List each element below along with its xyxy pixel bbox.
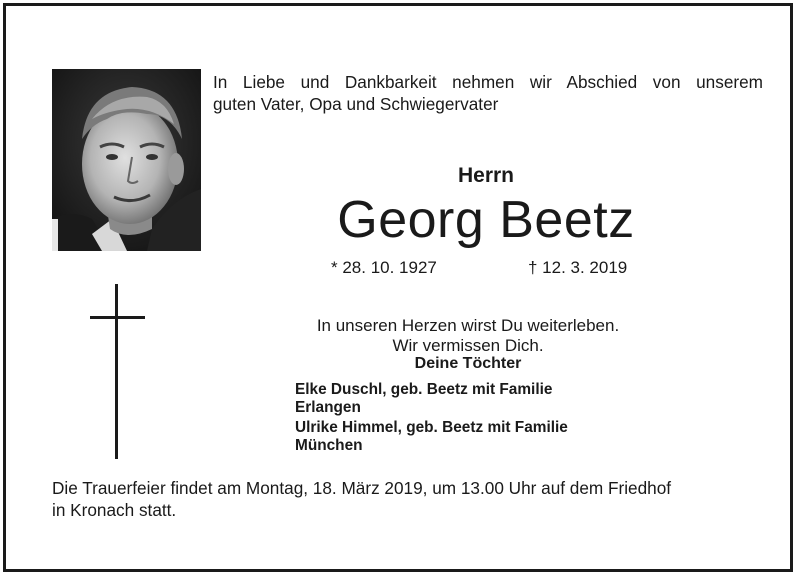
intro-line-2: guten Vater, Opa und Schwiegervater xyxy=(213,94,499,114)
signoff: Deine Töchter xyxy=(414,355,522,372)
funeral-notice xyxy=(52,477,772,521)
death-date: † 12. 3. 2019 xyxy=(528,258,628,277)
intro-line-1: In Liebe und Dankbarkeit nehmen wir Abschied von unserem xyxy=(213,72,763,92)
funeral-line-2: in Kronach statt. xyxy=(52,500,177,520)
motto xyxy=(292,316,644,356)
family-city: München xyxy=(295,437,363,454)
intro-text xyxy=(213,71,763,115)
funeral-line-1: Die Trauerfeier findet am Montag, 18. März 2019, um 13.00 Uhr auf dem Friedhof xyxy=(52,478,672,498)
family-entry xyxy=(295,419,675,455)
family-name: Elke Duschl, geb. Beetz mit Familie xyxy=(295,381,553,398)
family-entry xyxy=(295,381,675,417)
portrait-photo xyxy=(52,69,201,251)
obituary-card xyxy=(3,3,793,572)
cross-icon xyxy=(90,284,145,459)
family-city: Erlangen xyxy=(295,399,361,416)
motto-line-2: Wir vermissen Dich. xyxy=(392,336,544,355)
salutation: Herrn xyxy=(457,164,515,187)
motto-line-1: In unseren Herzen wirst Du weiterleben. xyxy=(316,316,620,335)
deceased-name: Georg Beetz xyxy=(337,191,635,249)
family-name: Ulrike Himmel, geb. Beetz mit Familie xyxy=(295,419,568,436)
birth-date: * 28. 10. 1927 xyxy=(331,258,437,277)
